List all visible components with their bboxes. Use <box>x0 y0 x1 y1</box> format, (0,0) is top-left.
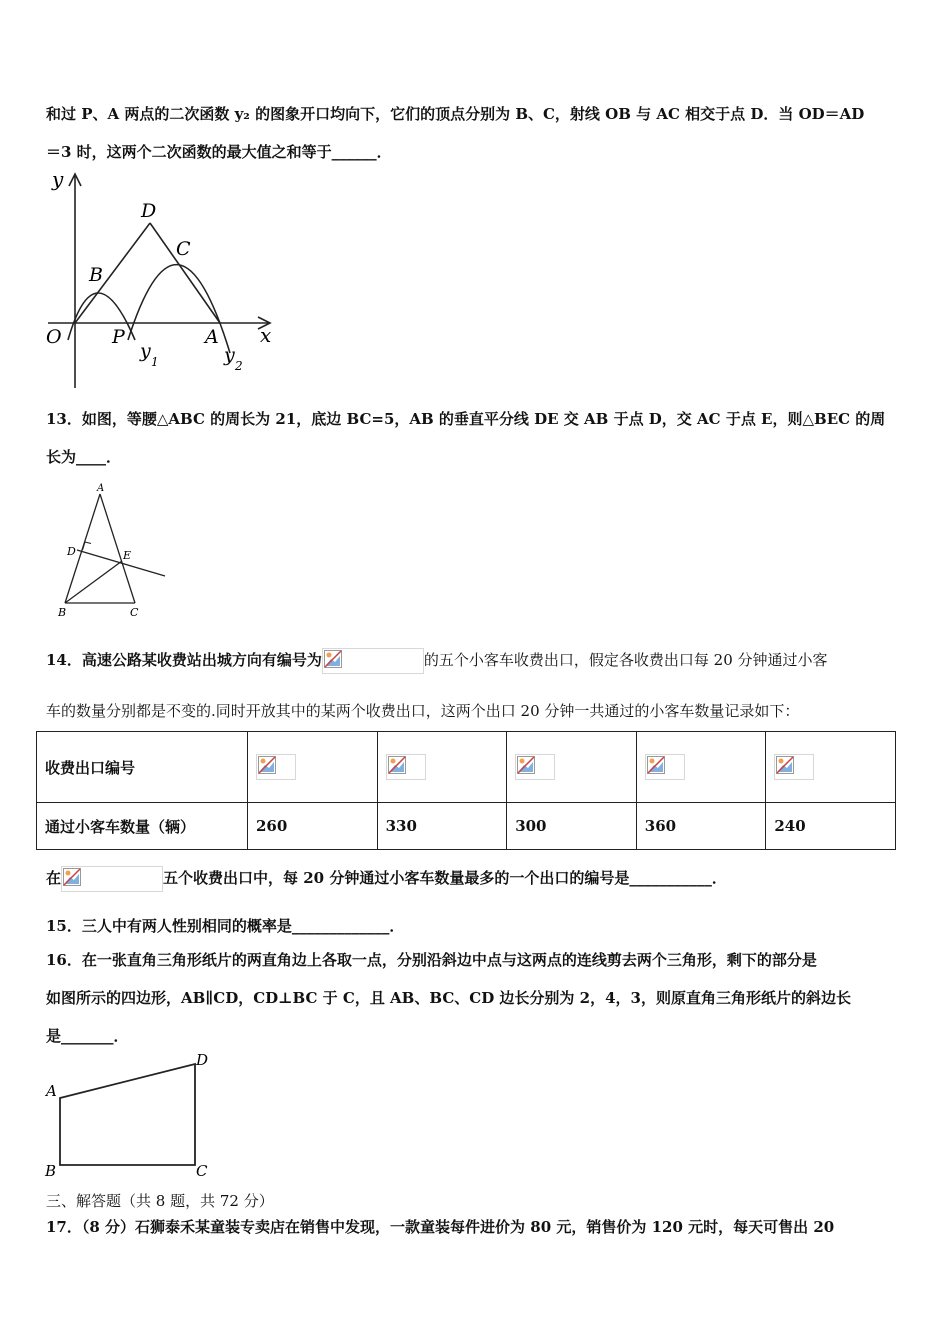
q13-label-D: D <box>67 545 76 558</box>
q12-label-B: B <box>89 264 103 286</box>
q13-label-C: C <box>130 606 139 619</box>
table-cell-count: 260 <box>248 803 378 850</box>
broken-image-icon <box>386 754 426 780</box>
q16-text-line1: 16．在一张直角三角形纸片的两直角边上各取一点，分别沿斜边中点与这两点的连线剪去两个三角形，剩下的部分是 <box>46 951 817 969</box>
q14-after-post: 五个收费出口中，每 20 分钟通过小客车数量最多的一个出口的编号是___________． <box>163 869 727 887</box>
q12-label-x: x <box>260 323 272 347</box>
broken-image-icon <box>774 754 814 780</box>
q12-label-y2: y <box>224 344 235 366</box>
q13-label-B: B <box>58 606 67 619</box>
table-cell-count: 330 <box>377 803 507 850</box>
q12-label-y: y <box>52 168 64 191</box>
q12-label-y1-sub: 1 <box>151 355 159 369</box>
q12-label-D: D <box>141 200 157 222</box>
table-header-exit-number: 收费出口编号 <box>37 732 248 803</box>
q13-text-line2: 长为____． <box>46 448 122 466</box>
q13-text-line1: 13．如图，等腰△ABC 的周长为 21，底边 BC=5，AB 的垂直平分线 DE 交 AB 于点 D，交 AC 于点 E，则△BEC 的周 <box>46 410 886 428</box>
q16-label-C: C <box>196 1162 208 1180</box>
q12-label-A: A <box>205 326 219 348</box>
q12-label-y1: y <box>140 340 151 362</box>
q12-text-line2: ＝3 时，这两个二次函数的最大值之和等于______． <box>46 143 392 161</box>
table-cell-exit-5 <box>766 732 896 803</box>
q12-text-line1: 和过 P、A 两点的二次函数 y₂ 的图象开口均向下，它们的顶点分别为 B、C，射线 OB 与 AC 相交于点 D．当 OD＝AD <box>46 105 865 123</box>
q14-after-pre: 在 <box>46 869 62 887</box>
table-cell-count: 300 <box>507 803 637 850</box>
q12-label-O: O <box>46 326 62 348</box>
table-cell-exit-4 <box>636 732 766 803</box>
q14-text-line1 <box>46 648 906 674</box>
q15-text: 15．三人中有两人性别相同的概率是_____________． <box>46 917 405 935</box>
broken-image-icon <box>322 648 424 674</box>
q12-label-y2-sub: 2 <box>235 359 243 373</box>
broken-image-icon <box>645 754 685 780</box>
table-cell-count: 240 <box>766 803 896 850</box>
q16-label-D: D <box>196 1051 209 1069</box>
table-header-car-count: 通过小客车数量（辆） <box>37 803 248 850</box>
broken-image-icon <box>256 754 296 780</box>
q12-label-C: C <box>176 238 191 260</box>
table-cell-exit-3 <box>507 732 637 803</box>
table-cell-exit-2 <box>377 732 507 803</box>
q14-line1-pre: 14．高速公路某收费站出城方向有编号为 <box>46 651 322 669</box>
q12-parabola-figure <box>40 168 285 390</box>
q17-text-line1: 17．（8 分）石狮泰禾某童装专卖店在销售中发现，一款童装每件进价为 80 元，销售价为 120 元时，每天可售出 20 <box>46 1218 835 1236</box>
broken-image-icon <box>61 866 163 892</box>
q13-label-A: A <box>97 483 105 494</box>
q16-label-B: B <box>45 1162 57 1180</box>
section-3-heading: 三、解答题（共 8 题，共 72 分） <box>46 1192 274 1210</box>
q16-label-A: A <box>46 1082 57 1100</box>
broken-image-icon <box>515 754 555 780</box>
q14-exit-table <box>36 731 896 850</box>
q14-line1-post: 的五个小客车收费出口，假定各收费出口每 20 分钟通过小客 <box>423 651 828 669</box>
table-cell-exit-1 <box>248 732 378 803</box>
q16-text-line2: 如图所示的四边形，AB∥CD，CD⊥BC 于 C，且 AB、BC、CD 边长分别为 2，4，3，则原直角三角形纸片的斜边长 <box>46 989 851 1007</box>
q12-label-P: P <box>112 326 125 348</box>
table-cell-count: 360 <box>636 803 766 850</box>
q16-text-line3: 是_______． <box>46 1027 129 1045</box>
q14-text-line2: 车的数量分别都是不变的.同时开放其中的某两个收费出口，这两个出口 20 分钟一共通过的小客车数量记录如下： <box>46 702 800 720</box>
q13-label-E: E <box>123 549 132 562</box>
q14-after-table-line <box>46 853 906 892</box>
q16-quadrilateral-figure <box>40 1050 220 1180</box>
q13-triangle-figure <box>55 480 175 620</box>
